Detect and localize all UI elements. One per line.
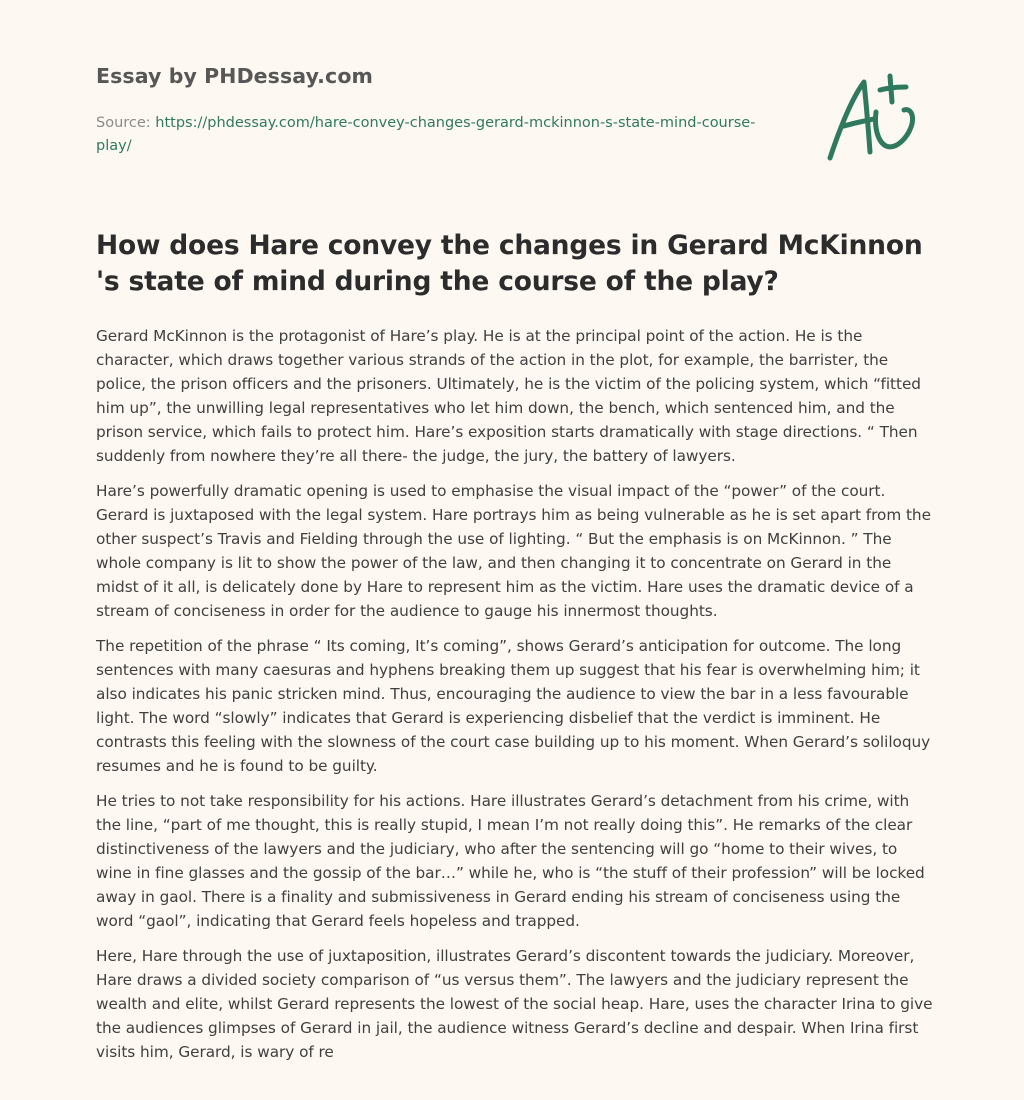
essay-title: How does Hare convey the changes in Gerard McKinnon 's state of mind during the course of the play? [96,230,923,297]
essay-paragraph: He tries to not take responsibility for his actions. Hare illustrates Gerard’s detachment from his crime, with the line, “part of me thought, this is really stupid, I mean I’m not really doing this”. He remarks of the clear distinctiveness of the lawyers and the judiciary, who after the sentencing will go “home to their wives, to wine in fine glasses and the gossip of the bar…” while he, who is “the stuff of their profession” will be locked away in gaol. There is a finality and submissiveness in Gerard ending his stream of conciseness using the word “gaol”, indicating that Gerard feels hopeless and trapped. [96,792,925,930]
a-plus-grade-icon [822,68,928,164]
source-label: Source: [96,115,151,131]
essay-paragraph: Gerard McKinnon is the protagonist of Hare’s play. He is at the principal point of the action. He is the character, which draws together various strands of the action in the plot, for example, the barrister, the police, the prison officers and the prisoners. Ultimately, he is the victim of the policing system, which “fitted him up”, the unwilling legal representatives who let him down, the bench, which sentenced him, and the prison service, which fails to protect him. Hare’s exposition starts dramatically with stage directions. “ Then suddenly from nowhere they’re all there- the judge, the jury, the battery of lawyers. [96,327,921,465]
source-link[interactable]: https://phdessay.com/hare-convey-changes-gerard-mckinnon-s-state-mind-course-play/ [96,115,756,154]
essay-body [96,324,936,1075]
site-brand: Essay by PHDessay.com [96,64,373,88]
essay-paragraph: The repetition of the phrase “ Its coming, It’s coming”, shows Gerard’s anticipation for outcome. The long sentences with many caesuras and hyphens breaking them up suggest that his fear is overwhelming him; it also indicates his panic stricken mind. Thus, encouraging the audience to view the bar in a less favourable light. The word “slowly” indicates that Gerard is experiencing disbelief that the verdict is imminent. He contrasts this feeling with the slowness of the court case building up to his moment. When Gerard’s soliloquy resumes and he is found to be guilty. [96,637,931,775]
source-line [96,112,756,158]
essay-paragraph: Hare’s powerfully dramatic opening is used to emphasise the visual impact of the “power” of the court. Gerard is juxtaposed with the legal system. Hare portrays him as being vulnerable as he is set apart from the other suspect’s Travis and Fielding through the use of lighting. “ But the emphasis is on McKinnon. ” The whole company is lit to show the power of the law, and then changing it to concentrate on Gerard in the midst of it all, is delicately done by Hare to represent him as the victim. Hare uses the dramatic device of a stream of conciseness in order for the audience to gauge his innermost thoughts. [96,482,931,620]
essay-paragraph: Here, Hare through the use of juxtaposition, illustrates Gerard’s discontent towards the judiciary. Moreover, Hare draws a divided society comparison of “us versus them”. The lawyers and the judiciary represent the wealth and elite, whilst Gerard represents the lowest of the social heap. Hare, uses the character Irina to give the audiences glimpses of Gerard in jail, the audience witness Gerard’s decline and despair. When Irina first visits him, Gerard, is wary of re [96,947,933,1061]
